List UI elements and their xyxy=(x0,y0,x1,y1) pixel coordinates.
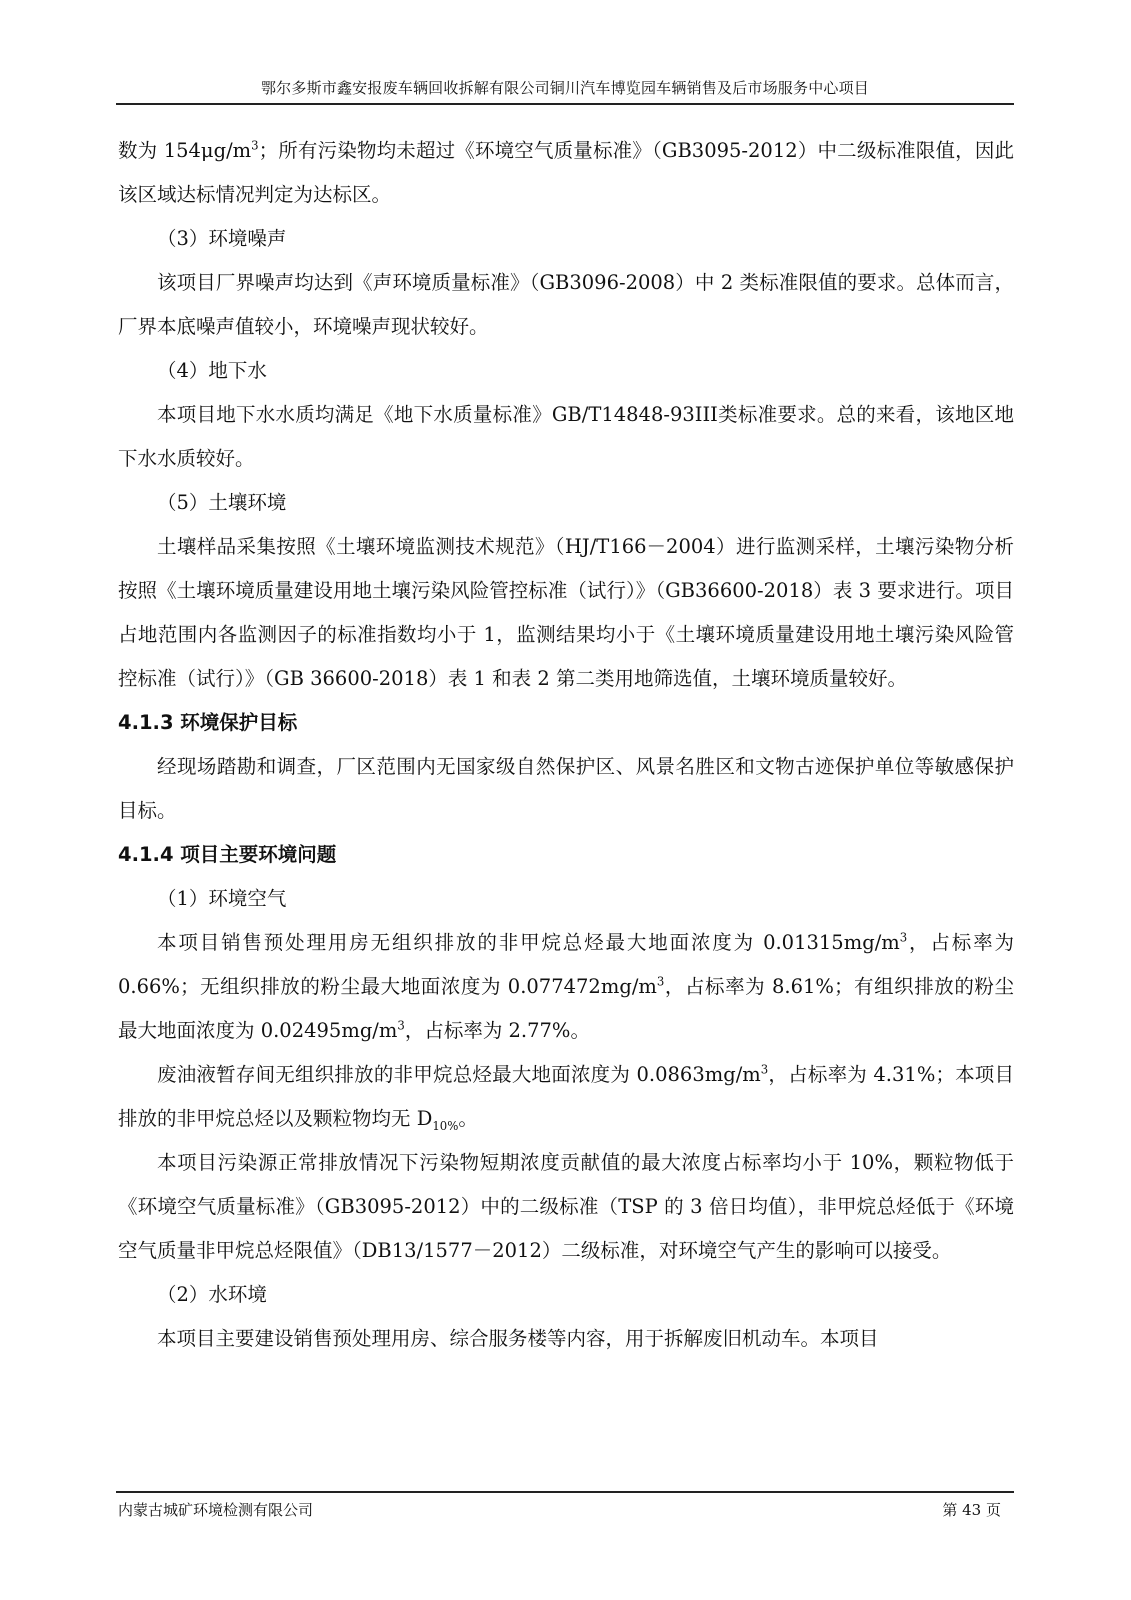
subsection-groundwater: （4）地下水 xyxy=(157,359,267,382)
paragraph-emissions-oil-storage xyxy=(118,1053,1014,1141)
heading-4-1-3: 4.1.3 环境保护目标 xyxy=(118,711,298,734)
running-header: 鄂尔多斯市鑫安报废车辆回收拆解有限公司铜川汽车博览园车辆销售及后市场服务中心项目 xyxy=(260,79,869,97)
superscript: 3 xyxy=(251,138,259,153)
superscript: 3 xyxy=(397,1018,405,1033)
superscript: 3 xyxy=(656,974,665,989)
superscript: 3 xyxy=(899,930,908,945)
superscript: 3 xyxy=(760,1062,769,1077)
page-body xyxy=(118,129,1014,1361)
paragraph-air-impact-conclusion: 本项目污染源正常排放情况下污染物短期浓度贡献值的最大浓度占标率均小于 10%，颗粒物低于《环境空气质量标准》（GB3095-2012）中的二级标准（TSP 的 3 倍日均值），非甲烷总烃低于《环境空气质量非甲烷总烃限值》（DB13/1577－2012）二级标准，对环境空气产生的影响可以接受。 xyxy=(118,1151,1014,1262)
text-run: 。 xyxy=(458,1107,478,1130)
subsection-soil: （5）土壤环境 xyxy=(157,491,287,514)
page-number: 第 43 页 xyxy=(942,1501,1001,1519)
text-run: ，占标率为 4.31%；本项目排放的非甲烷总烃以及颗粒物均无 D xyxy=(118,1063,1014,1130)
text-run: 本项目销售预处理用房无组织排放的非甲烷总烃最大地面浓度为 0.01315mg/m xyxy=(157,931,900,954)
text-run: 废油液暂存间无组织排放的非甲烷总烃最大地面浓度为 0.0863mg/m xyxy=(157,1063,761,1086)
paragraph-groundwater: 本项目地下水水质均满足《地下水质量标准》GB/T14848-93III类标准要求。总的来看，该地区地下水水质较好。 xyxy=(118,403,1014,470)
text-run: 数为 154μg/m xyxy=(118,139,252,162)
subsection-noise: （3）环境噪声 xyxy=(157,227,287,250)
heading-4-1-4: 4.1.4 项目主要环境问题 xyxy=(118,843,337,866)
paragraph-emissions-pretreatment xyxy=(118,921,1014,1053)
paragraph-water-environment: 本项目主要建设销售预处理用房、综合服务楼等内容，用于拆解废旧机动车。本项目 xyxy=(157,1327,879,1350)
subscript: 10% xyxy=(432,1118,459,1133)
footer-company: 内蒙古城矿环境检测有限公司 xyxy=(118,1501,314,1519)
paragraph-air-quality-end xyxy=(118,129,1014,217)
text-run: ，占标率为 2.77%。 xyxy=(404,1019,590,1042)
text-run: ；所有污染物均未超过《环境空气质量标准》（GB3095-2012）中二级标准限值，因此该区域达标情况判定为达标区。 xyxy=(118,139,1015,206)
footer-rule xyxy=(116,1491,1014,1493)
header-rule xyxy=(116,103,1014,105)
paragraph-protection-targets: 经现场踏勘和调查，厂区范围内无国家级自然保护区、风景名胜区和文物古迹保护单位等敏感保护目标。 xyxy=(118,755,1014,822)
subsection-ambient-air: （1）环境空气 xyxy=(157,887,287,910)
paragraph-soil: 土壤样品采集按照《土壤环境监测技术规范》（HJ/T166－2004）进行监测采样，土壤污染物分析按照《土壤环境质量建设用地土壤污染风险管控标准（试行）》（GB36600-2018）表 3 要求进行。项目占地范围内各监测因子的标准指数均小于 1，监测结果均小于《土壤环境质量建设用地土壤污染风险管控标准（试行）》（GB 36600-2018）表 1 和表 2 第二类用地筛选值，土壤环境质量较好。 xyxy=(118,535,1014,690)
subsection-water-environment: （2）水环境 xyxy=(157,1283,267,1306)
text-run: ，占标率为 8.61%；有组织排放的粉尘最大地面浓度为 0.02495mg/m xyxy=(118,975,1014,1042)
paragraph-noise: 该项目厂界噪声均达到《声环境质量标准》（GB3096-2008）中 2 类标准限值的要求。总体而言，厂界本底噪声值较小，环境噪声现状较好。 xyxy=(118,271,1014,338)
text-run: ，占标率为 0.66%；无组织排放的粉尘最大地面浓度为 0.077472mg/m xyxy=(118,931,1014,998)
